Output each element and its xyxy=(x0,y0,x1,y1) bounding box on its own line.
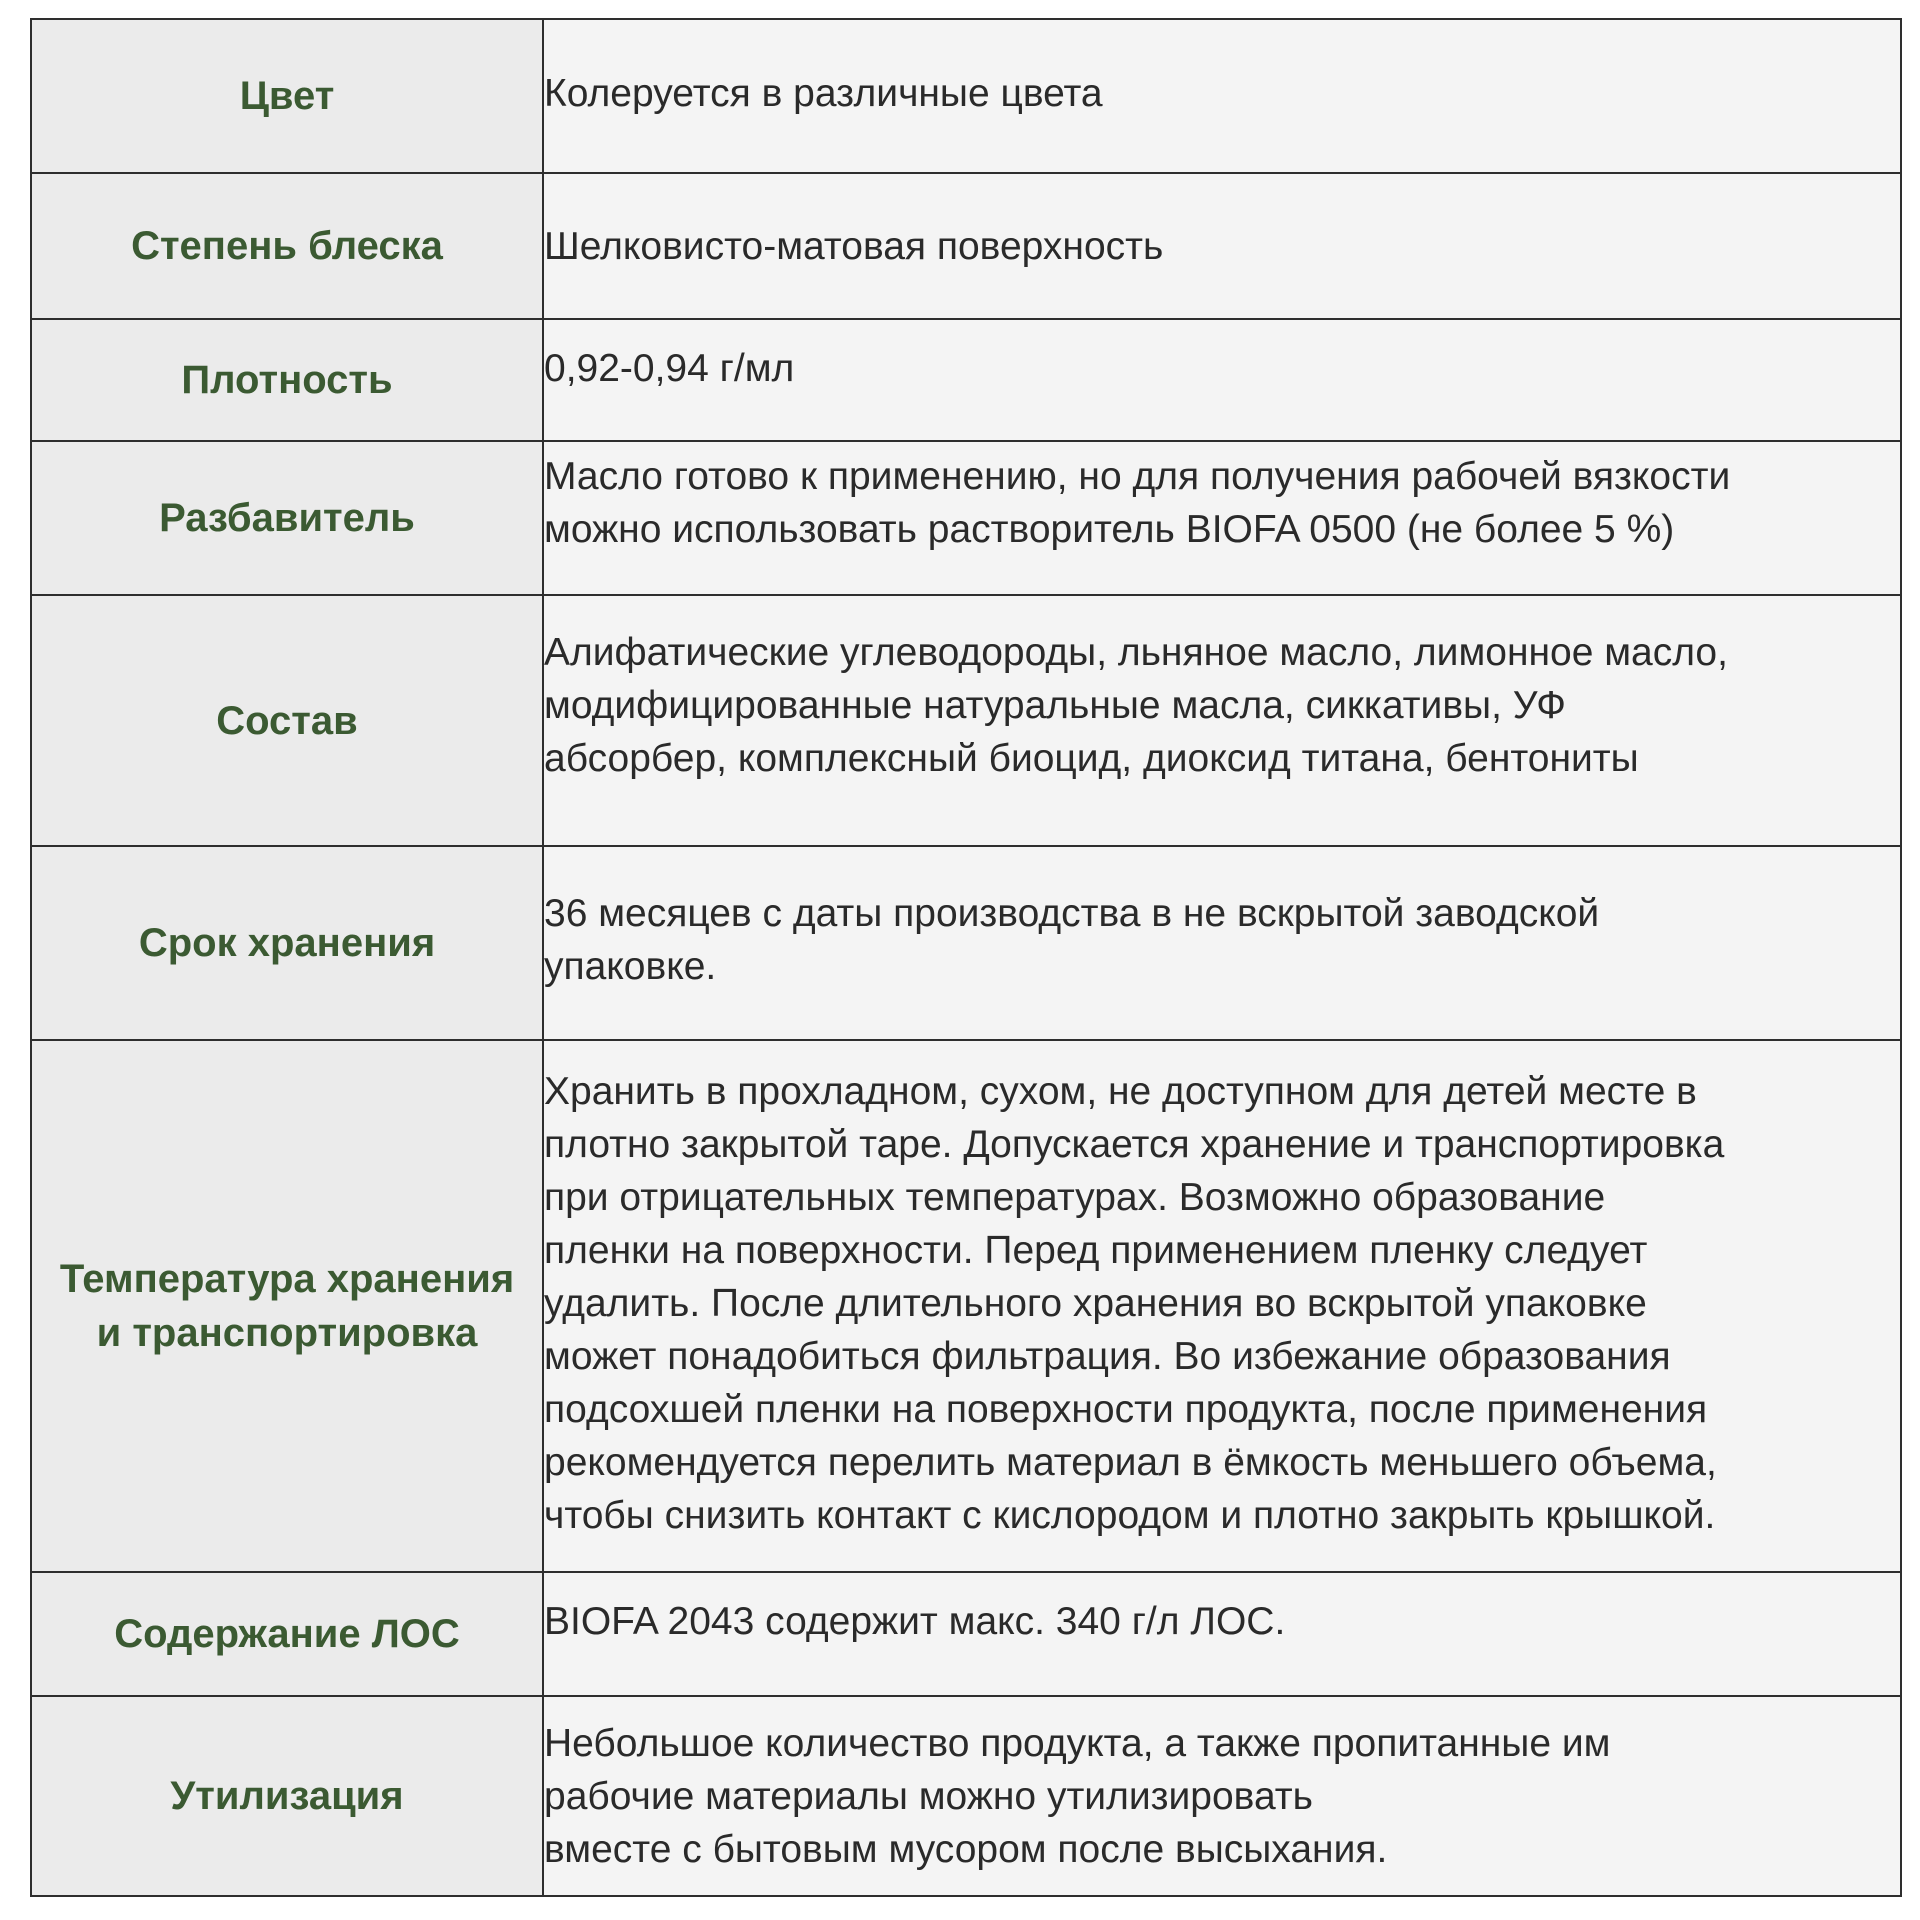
row-value-shelf-life: 36 месяцев с даты производства в не вскрытой заводской упаковке. xyxy=(543,846,1901,1040)
table-row xyxy=(31,441,1901,595)
row-label-thinner: Разбавитель xyxy=(31,441,543,595)
table-row xyxy=(31,846,1901,1040)
row-value-thinner: Масло готово к применению, но для получения рабочей вязкости можно использовать растворитель BIOFA 0500 (не более 5 %) xyxy=(543,441,1901,595)
spec-table xyxy=(30,18,1902,1897)
row-value-voc: BIOFA 2043 содержит макс. 340 г/л ЛОС. xyxy=(543,1572,1901,1696)
table-row xyxy=(31,19,1901,173)
row-value-color: Колеруется в различные цвета xyxy=(543,19,1901,173)
row-value-gloss: Шелковисто-матовая поверхность xyxy=(543,173,1901,319)
row-label-disposal: Утилизация xyxy=(31,1696,543,1896)
row-value-disposal: Небольшое количество продукта, а также пропитанные им рабочие материалы можно утилизировать вместе с бытовым мусором после высыхания. xyxy=(543,1696,1901,1896)
row-value-storage: Хранить в прохладном, сухом, не доступном для детей месте в плотно закрытой таре. Допускается хранение и транспортировка при отрицательных температурах. Возможно образование пленки на поверхности. Перед применением пленку следует удалить. После длительного хранения во вскрытой упаковке может понадобиться фильтрация. Во избежание образования подсохшей пленки на поверхности продукта, после применения рекомендуется перелить материал в ёмкость меньшего объема, чтобы снизить контакт с кислородом и плотно закрыть крышкой. xyxy=(543,1040,1901,1572)
table-row xyxy=(31,173,1901,319)
row-label-color: Цвет xyxy=(31,19,543,173)
row-label-density: Плотность xyxy=(31,319,543,441)
table-row xyxy=(31,1696,1901,1896)
table-row xyxy=(31,1572,1901,1696)
row-value-composition: Алифатические углеводороды, льняное масло, лимонное масло, модифицированные натуральные масла, сиккативы, УФ абсорбер, комплексный биоцид, диоксид титана, бентониты xyxy=(543,595,1901,846)
table-row xyxy=(31,1040,1901,1572)
row-label-gloss: Степень блеска xyxy=(31,173,543,319)
row-label-storage: Температура хранения и транспортировка xyxy=(31,1040,543,1572)
table-row xyxy=(31,319,1901,441)
table-row xyxy=(31,595,1901,846)
row-label-voc: Содержание ЛОС xyxy=(31,1572,543,1696)
row-value-density: 0,92-0,94 г/мл xyxy=(543,319,1901,441)
row-label-shelf-life: Срок хранения xyxy=(31,846,543,1040)
row-label-composition: Состав xyxy=(31,595,543,846)
